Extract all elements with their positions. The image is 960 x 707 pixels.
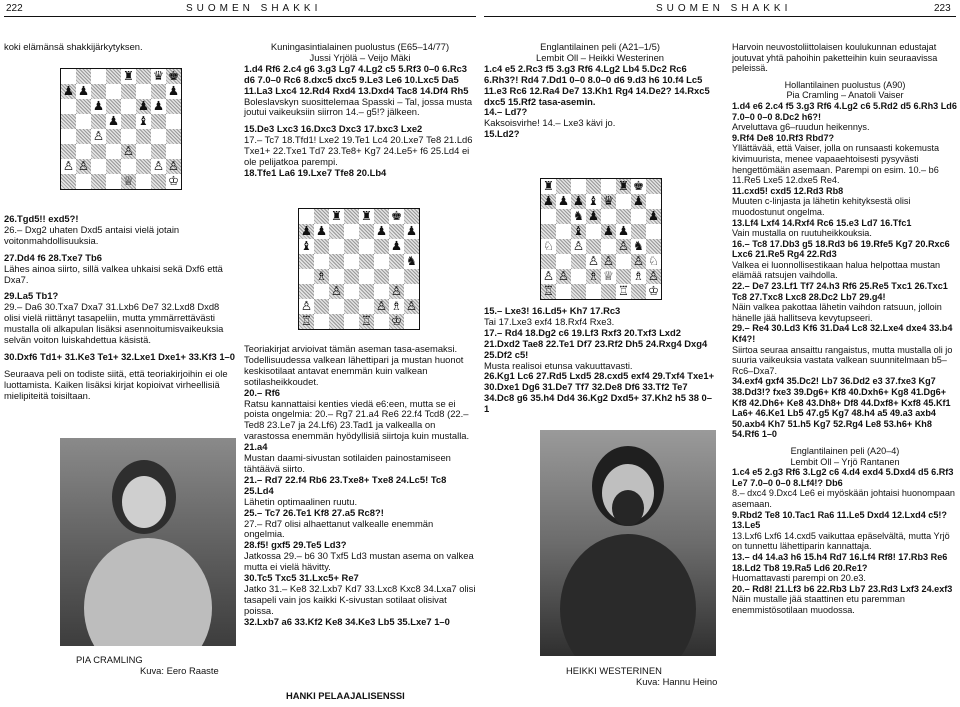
board-square xyxy=(344,299,359,314)
board-square: ♟ xyxy=(107,113,120,129)
photo-shape xyxy=(122,476,166,528)
col1-moves-1: 26.Tgd5!! exd5?! xyxy=(4,213,79,224)
board-square xyxy=(631,224,646,239)
board-square xyxy=(299,209,314,224)
board-square xyxy=(299,269,314,284)
board-square: ♟ xyxy=(587,208,600,224)
board-square xyxy=(541,224,556,239)
board-square xyxy=(76,114,91,129)
board-square xyxy=(166,99,181,114)
col4-moves-1: 1.d4 e6 2.c4 f5 3.g3 Rf6 4.Lg2 c6 5.Rd2 d5 6.Rh3 Ld6 7.0–0 0–0 8.Dc2 h6?! xyxy=(732,100,957,122)
board-square: ♟ xyxy=(542,193,555,209)
board-square: ♞ xyxy=(405,253,418,269)
board-square: ♛ xyxy=(152,68,165,84)
photo-heikki-westerinen xyxy=(540,430,716,656)
col4-note-10: 13.Lxf6 Lxf6 14.cxd5 vaikuttaa epäselvältä, mutta Yrjö on tunnettu lähettiparin kannattaja. xyxy=(732,530,950,552)
board-square xyxy=(404,239,419,254)
col2-game-heading: Kuningasintialainen puolustus (E65–14/77) xyxy=(270,41,450,52)
board-square: ♔ xyxy=(390,313,403,329)
photo-shape xyxy=(612,490,644,526)
board-square xyxy=(121,84,136,99)
col2-moves-1: 1.d4 Rf6 2.c4 g6 3.g3 Lg7 4.Lg2 c5 5.Rf3 0–0 6.Rc3 d6 7.0–0 Rc6 8.dxc5 dxc5 9.Le3 Le6 10.Lxc5 Da5 11.La3 Lxc4 12.Rd4 Rxd4 13.Dxd4 Tac8 14.Df4 Rh5 xyxy=(244,62,469,96)
col2-moves-4: 20.– Rf6 xyxy=(244,386,280,398)
board-square xyxy=(329,269,344,284)
board-square xyxy=(314,284,329,299)
board-square xyxy=(91,159,106,174)
col2-note-4: Ratsu kannattaisi kenties viedä e6:een, mutta se ei poista ongelmia: 20.– Rg7 21.a4 Re6 22.f4 Tcd8 (22.– Ted8 23.Le7 ja 24.Lf6) 23.Tad1 ja valkealla on varastossa enemmän hyödyllisiä siirtoja kuin mustalla. xyxy=(244,397,470,442)
board-square: ♝ xyxy=(137,113,150,129)
col4-moves-6: 22.– De7 23.Lf1 Tf7 24.h3 Rf6 25.Re5 Txc1 26.Txc1 Tc8 27.Txc8 Lxc8 28.Dc2 Lb7 29.g4! xyxy=(732,281,948,302)
board-square xyxy=(106,174,121,189)
col1-intro-text: koki elämänsä shakkijärkytyksen. xyxy=(4,41,143,52)
board-square xyxy=(106,99,121,114)
board-square: ♙ xyxy=(167,158,180,174)
board-square xyxy=(91,144,106,159)
board-square: ♟ xyxy=(92,98,105,114)
col2-moves-5: 21.a4 xyxy=(244,441,268,453)
board-square xyxy=(359,284,374,299)
board-square: ♙ xyxy=(122,143,135,159)
board-square: ♚ xyxy=(390,208,403,224)
board-square: ♝ xyxy=(572,223,585,239)
board-square: ♟ xyxy=(375,223,388,239)
photo-pia-cramling xyxy=(60,438,236,646)
board-square xyxy=(586,224,601,239)
board-square xyxy=(616,254,631,269)
board-square xyxy=(374,269,389,284)
board-square xyxy=(106,69,121,84)
board-square: ♟ xyxy=(77,83,90,99)
board-square xyxy=(151,114,166,129)
board-square: ♙ xyxy=(77,158,90,174)
board-square: ♜ xyxy=(542,178,555,194)
col4-note-6: Valkea ei luonnollisestikaan halua helpottaa mustan elämää ratsujen vaihdolla. xyxy=(732,259,941,281)
board-square xyxy=(646,179,661,194)
col4-intro-text: Harvoin neuvostoliittolaisen koulukunnan edustajat joutuvat yhtä pahoihin paketteihin kuin seuraavissa peleissä. xyxy=(732,42,938,74)
col2-moves-3: 18.Tfe1 La6 19.Lxe7 Tfe8 20.Lb4 xyxy=(244,166,387,178)
col4-note-4: Muuten c-linjasta ja lähetin kehityksestä olisi muodostunut ongelma. xyxy=(732,196,911,217)
board-square xyxy=(359,299,374,314)
chess-diagram-3 xyxy=(540,178,662,300)
board-square xyxy=(314,314,329,329)
board-square: ♕ xyxy=(602,268,615,284)
col4-note-7: Näin valkea pakottaa lähetin vaihdon ratsuun, jolloin hänelle jää hallitseva kevytupseeri. xyxy=(732,302,942,323)
board-square xyxy=(646,194,661,209)
board-square: ♚ xyxy=(167,68,180,84)
board-square xyxy=(106,159,121,174)
board-square: ♙ xyxy=(542,268,555,284)
board-square: ♗ xyxy=(390,298,403,314)
col4-note-11: Huomattavasti parempi on 20.e3. xyxy=(732,573,866,584)
column-1-body xyxy=(4,214,236,408)
board-square xyxy=(136,144,151,159)
board-square xyxy=(121,99,136,114)
board-square xyxy=(344,239,359,254)
col2-note-9: Jatko 31.– Ke8 32.Lxb7 Kd7 33.Lxc8 Kxc8 34.Lxa7 olisi tasapeli vain jos kaikki K-sivustan sotilaat olisivat poissa. xyxy=(244,582,476,616)
col3-note-4: Tai 17.Lxe3 exf4 18.Rxf4 Rxe3. xyxy=(484,315,615,327)
board-square: ♖ xyxy=(300,313,313,329)
board-square xyxy=(151,129,166,144)
board-square: ♟ xyxy=(137,98,150,114)
board-square: ♘ xyxy=(542,238,555,254)
col4-game-heading-1: Hollantilainen puolustus (A90) xyxy=(784,79,906,90)
col3-moves-4: 15.– Lxe3! 16.Ld5+ Kh7 17.Rc3 xyxy=(484,305,621,316)
board-square xyxy=(61,129,76,144)
board-square: ♕ xyxy=(122,173,135,189)
col3-moves-1: 1.c4 e5 2.Rc3 f5 3.g3 Rf6 4.Lg2 Lb4 5.Dc2 Rc6 6.Rh3?! Rd4 7.Dd1 0–0 8.0–0 d6 9.d3 h6 10.f4 Lc5 11.e3 Rc6 12.Ra4 De7 13.Kh1 Rg4 14.De2? 14.Rxc5 dxc5 15.Rf2 tasa-asemin. xyxy=(484,62,710,107)
board-square xyxy=(166,114,181,129)
board-square: ♜ xyxy=(617,178,630,194)
board-square xyxy=(631,284,646,299)
board-square: ♙ xyxy=(587,253,600,269)
board-square xyxy=(601,284,616,299)
col4-note-9: 8.– dxc4 9.Dxc4 Le6 ei myöskään johtaisi huonompaan asemaan. xyxy=(732,488,955,509)
board-square: ♟ xyxy=(405,223,418,239)
board-square: ♟ xyxy=(647,208,660,224)
col4-moves-5: 16.– Tc8 17.Db3 g5 18.Rd3 b6 19.Rfe5 Kg7 20.Rxc6 Lxc6 21.Re5 Rg4 22.Rd3 xyxy=(732,238,950,260)
board-square xyxy=(359,254,374,269)
col2-game-players: Jussi Yrjölä – Veijo Mäki xyxy=(309,51,411,63)
col3-moves-3: 15.Ld2? xyxy=(484,128,520,140)
col2-note-1: Boleslavskyn suosittelemaa Spasski – Tal, jossa musta joutui vaikeuksiin siirron 14.– g5!? jälkeen. xyxy=(244,95,473,118)
board-square xyxy=(389,254,404,269)
board-square xyxy=(556,284,571,299)
board-square xyxy=(76,129,91,144)
board-square: ♟ xyxy=(617,223,630,239)
col4-moves-9: 1.c4 e5 2.g3 Rf6 3.Lg2 c6 4.d4 exd4 5.Dxd4 d5 6.Rf3 Le7 7.0–0 0–0 8.Lf4!? Db6 xyxy=(732,467,954,488)
board-square: ♙ xyxy=(557,268,570,284)
board-square xyxy=(601,179,616,194)
board-square xyxy=(136,174,151,189)
board-square xyxy=(61,99,76,114)
chess-diagram-2 xyxy=(298,208,420,330)
board-square xyxy=(389,269,404,284)
board-square: ♙ xyxy=(390,283,403,299)
board-square xyxy=(374,209,389,224)
col1-note-2: Lähes ainoa siirto, sillä valkea uhkaisi sekä Dxf6 että Dxa7. xyxy=(4,262,223,285)
board-square: ♟ xyxy=(557,193,570,209)
col2-note-8: Jatkossa 29.– b6 30 Txf5 Ld3 mustan asema on valkea mutta ei vielä hävitty. xyxy=(244,550,474,573)
board-square xyxy=(91,84,106,99)
col4-note-8: Siirtoa seuraa ansaittu rangaistus, mutta mustalla oli jo suuria vaikeuksia vastata valkean suunnitelmaan b5–Rc6–Dxa7. xyxy=(732,344,953,376)
board-square xyxy=(314,299,329,314)
board-square xyxy=(389,224,404,239)
right-header-rule xyxy=(484,16,956,17)
board-square xyxy=(556,179,571,194)
board-square: ♛ xyxy=(602,193,615,209)
board-square xyxy=(314,239,329,254)
board-square xyxy=(136,159,151,174)
board-square xyxy=(631,209,646,224)
col4-moves-12: 20.– Rd8! 21.Lf3 b6 22.Rb3 Lb7 23.Rd3 Lxf3 24.exf3 xyxy=(732,583,953,594)
board-square: ♔ xyxy=(167,173,180,189)
board-square xyxy=(616,209,631,224)
col3-game-heading: Englantilainen peli (A21–1/5) xyxy=(540,41,660,52)
board-square: ♚ xyxy=(632,178,645,194)
board-square xyxy=(556,224,571,239)
board-square: ♖ xyxy=(617,283,630,299)
board-square: ♟ xyxy=(167,83,180,99)
col4-game-players-1: Pia Cramling – Anatoli Vaiser xyxy=(786,90,904,101)
board-square: ♙ xyxy=(405,298,418,314)
board-square xyxy=(121,159,136,174)
col1-note-3: 29.– Da6 30.Txa7 Dxa7 31.Lxb6 De7 32.Lxd8 Dxd8 olisi vielä riittänyt tasapeliin, mutta ymmärrettävästi mustalla oli alkapulan lisäksi asennoitumisvaikeuksia selvän voiton luiskahdettua käsistä. xyxy=(4,301,224,346)
col4-moves-7: 29.– Re4 30.Ld3 Kf6 31.Da4 Lc8 32.Lxe4 dxe4 33.b4 Kf4?! xyxy=(732,323,953,345)
board-square: ♙ xyxy=(572,238,585,254)
board-square: ♗ xyxy=(632,268,645,284)
board-square xyxy=(541,254,556,269)
col1-moves-2: 27.Dd4 f6 28.Txe7 Tb6 xyxy=(4,251,102,263)
board-square xyxy=(556,254,571,269)
col4-game-players-2: Lembit Oll – Yrjö Rantanen xyxy=(790,456,900,467)
board-square xyxy=(404,314,419,329)
board-square xyxy=(151,84,166,99)
board-square xyxy=(586,239,601,254)
col1-moves-3: 29.La5 Tb1? xyxy=(4,290,59,302)
caption-pia-cramling: PIA CRAMLING xyxy=(76,654,143,665)
col1-note-1: 26.– Dxg2 uhaten Dxd5 antaisi vielä jotain voitonmahdollisuuksia. xyxy=(4,223,180,246)
board-square xyxy=(344,269,359,284)
board-square xyxy=(136,69,151,84)
board-square: ♙ xyxy=(152,158,165,174)
board-square xyxy=(344,209,359,224)
board-square xyxy=(329,314,344,329)
board-square xyxy=(374,284,389,299)
board-square xyxy=(166,144,181,159)
board-square xyxy=(106,84,121,99)
board-square: ♙ xyxy=(62,158,75,174)
col3-moves-2: 14.– Ld7? xyxy=(484,106,528,118)
board-square xyxy=(76,174,91,189)
board-square: ♝ xyxy=(587,193,600,209)
board-square: ♟ xyxy=(390,238,403,254)
board-square xyxy=(61,69,76,84)
board-square xyxy=(586,179,601,194)
board-square xyxy=(374,239,389,254)
board-square xyxy=(359,224,374,239)
column-2-top xyxy=(244,42,476,185)
board-square xyxy=(136,84,151,99)
board-square: ♟ xyxy=(602,223,615,239)
col2-moves-8: 28.f5! gxf5 29.Te5 Ld3? xyxy=(244,539,347,551)
board-square xyxy=(329,224,344,239)
col4-moves-8: 34.exf4 gxf4 35.Dc2! Lb7 36.Dd2 e3 37.fxe3 Kg7 38.Dd3!? fxe3 39.Dg6+ Kf8 40.Dxh6+ Kg8 41.Dg6+ Kf8 42.Dh6+ Ke8 43.Dh8+ Df8 44.Dxf8+ Kxf8 45.Kf1 La6+ 46.Ke1 Lb5 47.g5 Kg7 48.h4 a5 49.a3 axb4 50.axb4 Kh7 51.h5 Kg7 52.Rg4 Le8 53.h6+ Kh8 54.Rf6 1–0 xyxy=(732,376,951,440)
board-square xyxy=(91,69,106,84)
left-header-rule xyxy=(4,16,476,17)
board-square: ♔ xyxy=(647,283,660,299)
column-4 xyxy=(732,42,958,615)
board-square xyxy=(556,209,571,224)
board-square: ♙ xyxy=(375,298,388,314)
board-square: ♞ xyxy=(572,208,585,224)
board-square xyxy=(76,144,91,159)
board-square xyxy=(646,224,661,239)
board-square xyxy=(404,209,419,224)
board-square: ♗ xyxy=(587,268,600,284)
board-square xyxy=(136,129,151,144)
board-square: ♙ xyxy=(632,253,645,269)
board-square: ♙ xyxy=(300,298,313,314)
board-square xyxy=(299,254,314,269)
col2-note-6: Lähetin optimaalinen ruutu. xyxy=(244,495,358,507)
board-square xyxy=(344,254,359,269)
caption-license-notice: HANKI PELAAJALISENSSI xyxy=(286,690,405,701)
col4-moves-2: 9.Rf4 De8 10.Rf3 Rbd7? xyxy=(732,132,835,143)
board-square xyxy=(601,239,616,254)
col4-note-12: Näin mustalle jää staattinen etu paremman enemmistösotilaan muodossa. xyxy=(732,594,905,615)
board-square xyxy=(329,239,344,254)
board-square xyxy=(374,314,389,329)
photo-shape xyxy=(560,534,696,656)
col1-moves-4: 30.Dxf6 Td1+ 31.Ke3 Te1+ 32.Lxe1 Dxe1+ 33.Kf3 1–0 xyxy=(4,350,235,362)
column-2-body xyxy=(244,344,476,628)
board-square xyxy=(616,269,631,284)
board-square: ♞ xyxy=(632,238,645,254)
col2-note-5: Mustan daami-sivustan sotilaiden painostamiseen tähtäävä siirto. xyxy=(244,452,451,474)
col2-note-7: 27.– Rd7 olisi alhaettanut valkealle enemmän ongelmia. xyxy=(244,517,434,540)
caption-heikki-westerinen: HEIKKI WESTERINEN xyxy=(566,665,662,676)
board-square xyxy=(106,144,121,159)
board-square xyxy=(344,224,359,239)
board-square xyxy=(359,239,374,254)
board-square xyxy=(151,174,166,189)
board-square: ♙ xyxy=(330,283,343,299)
left-running-title: SUOMEN SHAKKI xyxy=(186,3,322,14)
board-square: ♜ xyxy=(330,208,343,224)
col4-game-heading-2: Englantilainen peli (A20–4) xyxy=(790,445,900,456)
board-square: ♝ xyxy=(300,238,313,254)
board-square xyxy=(646,239,661,254)
col3-moves-5: 17.– Rd4 18.Dg2 c6 19.Lf3 Rxf3 20.Txf3 Lxd2 21.Dxd2 Tae8 22.Te1 Df7 23.Rf2 Dh5 24.Rxg4 Dxg4 25.Df2 c5! xyxy=(484,326,708,360)
board-square: ♟ xyxy=(632,193,645,209)
board-square: ♖ xyxy=(542,283,555,299)
board-square xyxy=(61,114,76,129)
board-square xyxy=(76,69,91,84)
board-square xyxy=(314,254,329,269)
board-square: ♘ xyxy=(647,253,660,269)
left-page-number: 222 xyxy=(6,3,23,14)
right-page-number: 223 xyxy=(934,3,951,14)
col4-note-3: Yllättävää, että Vaiser, jolla on runsaasti kokemusta kivimuurista, menee vapaaehtoisesti pysyvästi hengettömään asemaan. Parempi on esim. 10.– b6 11.Re5 Lxe5 12.dxe5 Re4. xyxy=(732,143,940,186)
board-square xyxy=(541,209,556,224)
board-square xyxy=(571,284,586,299)
board-square: ♙ xyxy=(602,253,615,269)
col1-note-4: Seuraava peli on todiste siitä, että teoriakirjoihin ei ole luottamista. Kaiken lisäksi kirjat kopioivat virheellisiä mielipiteitä toisiltaan. xyxy=(4,367,228,401)
board-square xyxy=(151,144,166,159)
board-square: ♗ xyxy=(315,268,328,284)
board-square: ♖ xyxy=(360,313,373,329)
board-square xyxy=(121,114,136,129)
col2-moves-10: 32.Lxb7 a6 33.Kf2 Ke8 34.Ke3 Lb5 35.Lxe7 1–0 xyxy=(244,615,450,627)
board-square: ♟ xyxy=(62,83,75,99)
board-square xyxy=(586,284,601,299)
col2-moves-7: 25.– Tc7 26.Te1 Kf8 27.a5 Rc8?! xyxy=(244,506,384,518)
board-square xyxy=(91,114,106,129)
col3-moves-6: 26.Kg1 Lc6 27.Rd5 Lxd5 28.cxd5 exf4 29.Txf4 Txe1+ 30.Dxe1 Dg6 31.De7 Tf7 32.De8 Df6 33.Tf2 Te7 34.Dc8 g6 35.h4 Dd4 36.Kg2 Dxd5+ 37.Kh2 h5 38 0–1 xyxy=(484,370,715,415)
board-square xyxy=(106,129,121,144)
board-square xyxy=(571,179,586,194)
board-square xyxy=(571,269,586,284)
caption-credit-raaste: Kuva: Eero Raaste xyxy=(140,665,219,676)
photo-shape xyxy=(84,538,212,646)
board-square xyxy=(344,284,359,299)
board-square xyxy=(166,129,181,144)
board-square: ♜ xyxy=(122,68,135,84)
board-square xyxy=(374,254,389,269)
col4-moves-10: 9.Rbd2 Te8 10.Tac1 Ra6 11.Le5 Dxd4 12.Lxd4 c5!? 13.Le5 xyxy=(732,509,947,531)
board-square xyxy=(314,209,329,224)
col3-note-2: Kaksoisvirhe! 14.– Lxe3 kävi jo. xyxy=(484,117,616,129)
col4-moves-4: 13.Lf4 Lxf4 14.Rxf4 Rc6 15.e3 Ld7 16.Tfc1 xyxy=(732,217,912,228)
column-3-body xyxy=(484,306,716,415)
board-square xyxy=(571,254,586,269)
col4-note-5: Vain mustalla on ruutuheikkouksia. xyxy=(732,228,872,239)
right-running-title: SUOMEN SHAKKI xyxy=(656,3,792,14)
board-square xyxy=(601,209,616,224)
col2-moves-6: 21.– Rd7 22.f4 Rb6 23.Txe8+ Txe8 24.Lc5! Tc8 25.Ld4 xyxy=(244,473,447,496)
board-square xyxy=(616,194,631,209)
col4-moves-3: 11.cxd5! cxd5 12.Rd3 Rb8 xyxy=(732,185,844,196)
board-square xyxy=(344,314,359,329)
col3-game-players: Lembit Oll – Heikki Westerinen xyxy=(536,51,664,63)
column-3-top xyxy=(484,42,716,146)
col4-note-2: Arveluttava g6–ruudun heikennys. xyxy=(732,122,870,133)
board-square xyxy=(61,144,76,159)
col2-note-3: Teoriakirjat arvioivat tämän aseman tasa-asemaksi. Todellisuudessa valkean lähettipari ja mustan huonot keskisotilaat antavat enemmän kuin valkean sotilasheikkoudet. xyxy=(244,343,464,387)
col2-note-2: 17.– Tc7 18.Tfd1! Lxe2 19.Te1 Lc4 20.Lxe7 Te8 21.Ld6 Txe1+ 22.Txe1 Td7 23.Te8+ Kg7 24.Le5+ f6 25.Ld4 ei ole pelijatkoa parempi. xyxy=(244,134,473,168)
board-square xyxy=(404,269,419,284)
col4-moves-11: 13.– d4 14.a3 h6 15.h4 Rd7 16.Lf4 Rf8! 17.Rb3 Re6 18.Ld2 Tb8 19.Ra5 Ld6 20.Re1? xyxy=(732,551,948,573)
board-square xyxy=(76,99,91,114)
board-square: ♜ xyxy=(360,208,373,224)
board-square xyxy=(556,239,571,254)
col2-moves-9: 30.Tc5 Txc5 31.Lxc5+ Re7 xyxy=(244,572,359,584)
board-square xyxy=(121,129,136,144)
board-square xyxy=(404,284,419,299)
board-square: ♟ xyxy=(152,98,165,114)
board-square: ♟ xyxy=(300,223,313,239)
col3-note-5: Musta realisoi etunsa vakuuttavasti. xyxy=(484,359,633,371)
board-square xyxy=(61,174,76,189)
chess-diagram-1 xyxy=(60,68,182,190)
board-square: ♟ xyxy=(315,223,328,239)
board-square xyxy=(329,299,344,314)
board-square: ♙ xyxy=(617,238,630,254)
caption-credit-heino: Kuva: Hannu Heino xyxy=(636,676,718,687)
board-square xyxy=(329,254,344,269)
board-square: ♟ xyxy=(572,193,585,209)
board-square: ♙ xyxy=(92,128,105,144)
col2-moves-2: 15.De3 Lxc3 16.Dxc3 Dxc3 17.bxc3 Lxe2 xyxy=(244,123,423,135)
board-square xyxy=(299,284,314,299)
column-1-top xyxy=(4,42,236,59)
board-square xyxy=(359,269,374,284)
board-square: ♙ xyxy=(647,268,660,284)
board-square xyxy=(91,174,106,189)
